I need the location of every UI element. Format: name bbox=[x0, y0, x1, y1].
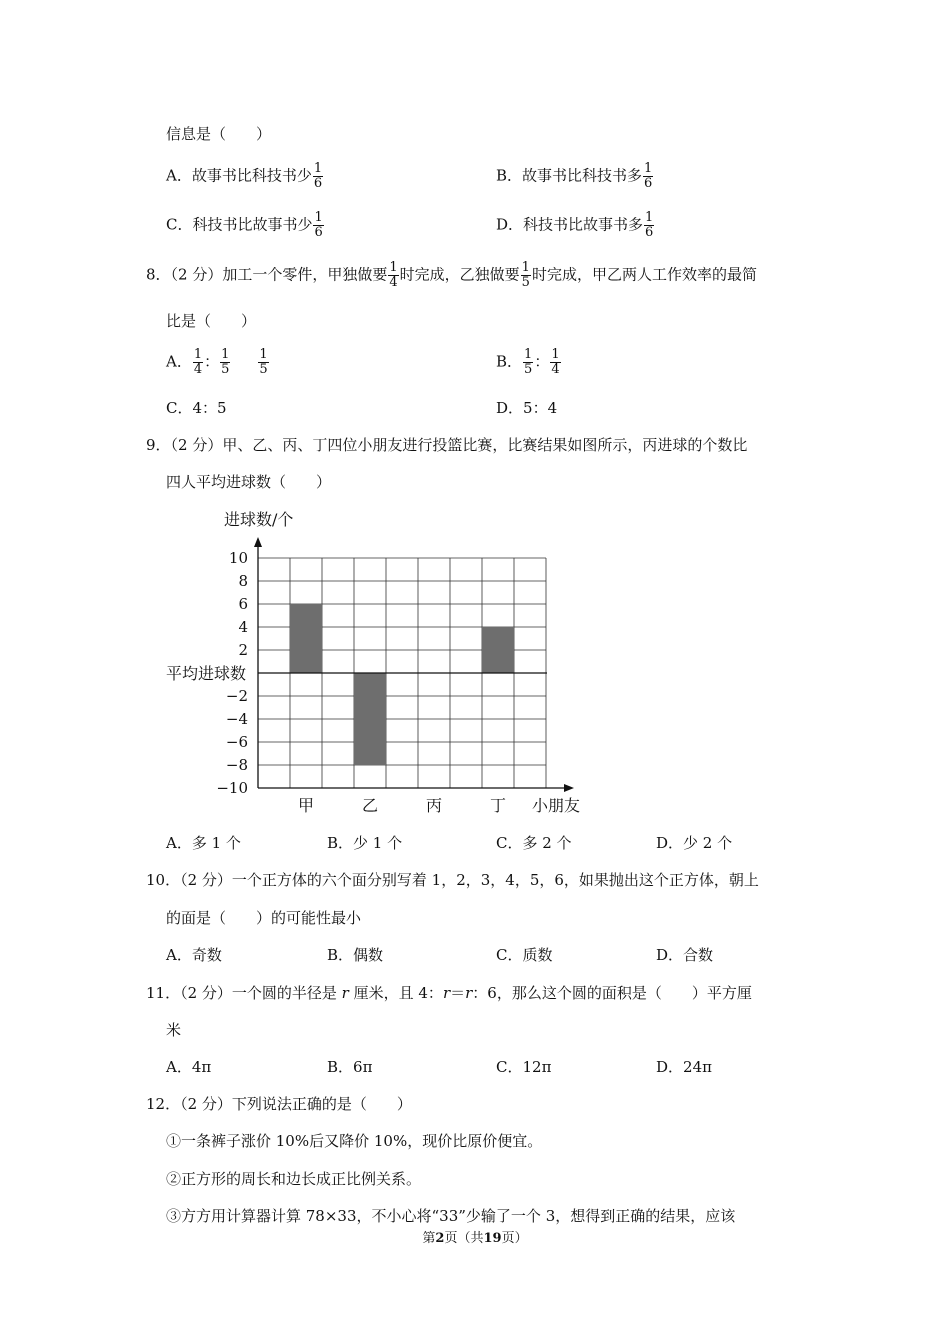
y-tick-label: 4 bbox=[238, 618, 248, 636]
q12-stem: 12．（2 分）下列说法正确的是（ ） bbox=[146, 1095, 412, 1113]
bar-丁 bbox=[482, 627, 514, 673]
q7-option-c: C．科技书比故事书少 $\frac{1}{6}$ bbox=[166, 210, 323, 240]
q8-option-c: C．4：5 bbox=[166, 399, 227, 417]
q8-option-d: D．5：4 bbox=[496, 399, 558, 417]
bar-乙 bbox=[354, 673, 386, 765]
y-axis-label: 进球数/个 bbox=[224, 510, 294, 529]
q12-statement-1: ①一条裤子涨价 10%后又降价 10%，现价比原价便宜。 bbox=[166, 1132, 543, 1150]
x-tick-label: 乙 bbox=[361, 796, 379, 815]
y-tick-label: 8 bbox=[238, 572, 248, 590]
y-tick-label: −6 bbox=[225, 733, 248, 751]
q9-option-b: B．少 1 个 bbox=[327, 834, 403, 852]
y-tick-label: 10 bbox=[228, 549, 248, 567]
x-tick-label: 丙 bbox=[425, 796, 443, 815]
q8-stem: 8．（2 分）加工一个零件，甲独做要 $\frac{1}{4}$ 时完成，乙独做要 $\frac{1}{5}$ 时完成，甲乙两人工作效率的最简 bbox=[146, 260, 757, 290]
q11-stem-line1: 11．（2 分）一个圆的半径是 r 厘米，且 4：r＝r：6，那么这个圆的面积是（ ）平方厘 bbox=[146, 984, 752, 1002]
x-tick-label: 丁 bbox=[489, 796, 507, 815]
page-number: 2 bbox=[435, 1231, 445, 1246]
q7-option-a: A．故事书比科技书少 $\frac{1}{6}$ bbox=[166, 161, 323, 191]
q9-stem-line1: 9．（2 分）甲、乙、丙、丁四位小朋友进行投篮比赛，比赛结果如图所示，丙进球的个数比 bbox=[146, 436, 748, 454]
baseline-label: 平均进球数 bbox=[166, 664, 247, 683]
y-tick-label: −4 bbox=[225, 710, 248, 728]
q10-option-b: B．偶数 bbox=[327, 946, 384, 964]
x-tick-labels bbox=[298, 796, 506, 815]
q10-option-a: A．奇数 bbox=[166, 946, 222, 964]
x-tick-label: 甲 bbox=[297, 796, 315, 815]
chart-bars bbox=[290, 604, 514, 765]
q12-statement-2: ②正方形的周长和边长成正比例关系。 bbox=[166, 1170, 422, 1188]
q10-stem-line1: 10．（2 分）一个正方体的六个面分别写着 1，2，3，4，5，6，如果抛出这个正方体，朝上 bbox=[146, 871, 759, 889]
page-total: 19 bbox=[483, 1231, 502, 1246]
q12-statement-3: ③方方用计算器计算 78×33，不小心将“33”少输了一个 3，想得到正确的结果，应该 bbox=[166, 1207, 736, 1225]
bar-chart bbox=[150, 505, 600, 825]
bar-甲 bbox=[290, 604, 322, 673]
q7-continuation: 信息是（ ） bbox=[166, 125, 272, 143]
q11-option-c: C．12π bbox=[496, 1058, 552, 1076]
x-axis-label: 小朋友 bbox=[532, 796, 581, 815]
y-axis-arrow bbox=[254, 537, 262, 547]
y-tick-label: −8 bbox=[225, 756, 248, 774]
y-tick-label: −2 bbox=[225, 687, 248, 705]
q8-continuation: 比是（ ） bbox=[166, 312, 257, 330]
q8-option-b: B． $\frac{1}{5}$ ： $\frac{1}{4}$ bbox=[496, 347, 560, 377]
q11-option-a: A．4π bbox=[166, 1058, 212, 1076]
q9-option-a: A．多 1 个 bbox=[166, 834, 241, 852]
q10-option-d: D．合数 bbox=[656, 946, 714, 964]
q7-option-d: D．科技书比故事书多 $\frac{1}{6}$ bbox=[496, 210, 654, 240]
q11-option-b: B．6π bbox=[327, 1058, 373, 1076]
q11-option-d: D．24π bbox=[656, 1058, 712, 1076]
q7-option-b: B．故事书比科技书多 $\frac{1}{6}$ bbox=[496, 161, 653, 191]
q10-stem-line2: 的面是（ ）的可能性最小 bbox=[166, 909, 362, 927]
y-tick-label: −10 bbox=[216, 779, 248, 797]
q9-option-d: D．少 2 个 bbox=[656, 834, 733, 852]
q9-stem-line2: 四人平均进球数（ ） bbox=[166, 473, 332, 491]
y-tick-label: 2 bbox=[238, 641, 248, 659]
y-tick-label: 6 bbox=[238, 595, 248, 613]
x-axis-arrow bbox=[564, 784, 574, 792]
q9-option-c: C．多 2 个 bbox=[496, 834, 572, 852]
q8-option-a: A． $\frac{1}{4}$ ： $\frac{1}{5}$ $\frac{1}{5}$ bbox=[166, 347, 268, 377]
q11-stem-line2: 米 bbox=[166, 1021, 182, 1039]
q10-option-c: C．质数 bbox=[496, 946, 553, 964]
page-footer: 第2页（共19页） bbox=[422, 1231, 528, 1246]
